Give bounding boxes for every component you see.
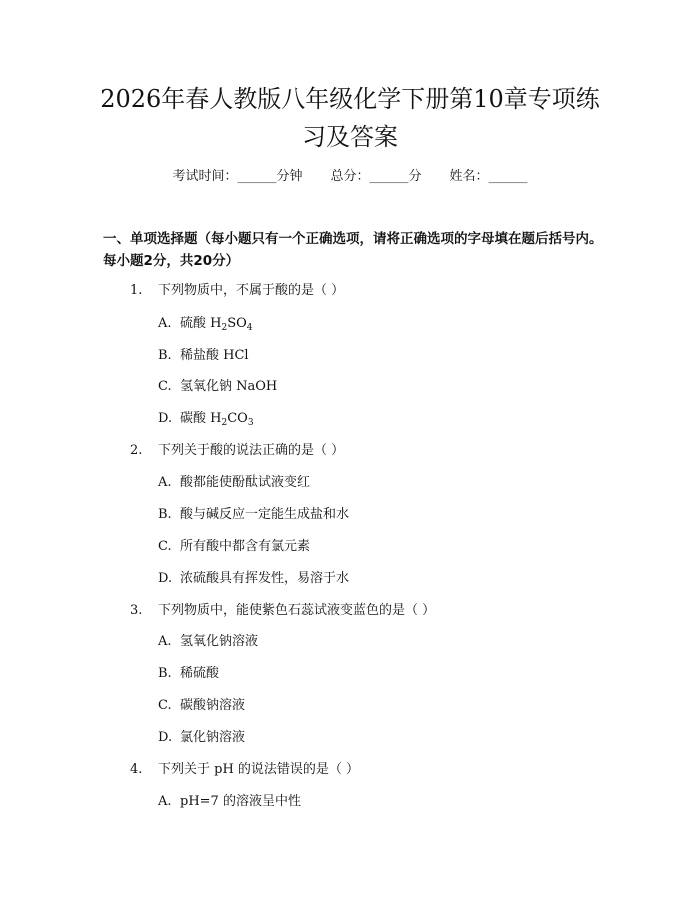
question-1-option-c (158, 377, 277, 397)
option-letter: B. (158, 666, 172, 681)
question-2-option-b (158, 505, 349, 525)
total-score-blank: ______ (369, 169, 409, 184)
question-1-option-b (158, 346, 249, 366)
question-text: 下列关于酸的说法正确的是（ ） (158, 443, 345, 458)
option-text: 氯化钠溶液 (180, 730, 246, 745)
option-letter: C. (158, 539, 172, 554)
option-letter: B. (158, 348, 172, 363)
option-letter: D. (158, 571, 173, 586)
option-letter: A. (158, 475, 172, 490)
question-2-option-c (158, 537, 310, 557)
option-letter: C. (158, 698, 172, 713)
option-letter: D. (158, 730, 173, 745)
option-text-mid: SO (227, 316, 247, 331)
total-score-label: 总分： (330, 169, 370, 184)
question-number: 3. (130, 603, 143, 618)
option-text: 碳酸钠溶液 (180, 698, 246, 713)
subscript: 2 (221, 323, 228, 333)
question-3 (130, 601, 435, 621)
question-3-option-c (158, 696, 245, 716)
option-text: 碳酸 H (180, 411, 222, 426)
option-letter: A. (158, 794, 172, 809)
option-text: 浓硫酸具有挥发性，易溶于水 (180, 571, 350, 586)
question-text: 下列关于 pH 的说法错误的是（ ） (158, 762, 360, 777)
question-number: 1. (130, 283, 143, 298)
subscript: 4 (246, 323, 253, 333)
option-letter: A. (158, 634, 172, 649)
question-text: 下列物质中，不属于酸的是（ ） (158, 283, 345, 298)
option-text: 稀盐酸 HCl (180, 348, 249, 363)
option-text: 稀硫酸 (180, 666, 220, 681)
question-1-option-d (158, 409, 254, 433)
question-2 (130, 441, 344, 461)
option-text-mid: CO (227, 411, 248, 426)
question-3-option-a (158, 632, 258, 652)
option-text: 所有酸中都含有氯元素 (180, 539, 311, 554)
question-number: 4. (130, 762, 143, 777)
subscript: 3 (247, 418, 254, 428)
question-number: 2. (130, 443, 143, 458)
question-1 (130, 281, 344, 301)
option-text: pH=7 的溶液呈中性 (180, 794, 301, 809)
name-label: 姓名： (449, 169, 489, 184)
question-3-option-d (158, 728, 245, 748)
question-2-option-d (158, 569, 349, 589)
subscript: 2 (221, 418, 228, 428)
exam-time-blank: ______ (237, 169, 277, 184)
option-text: 氢氧化钠溶液 (180, 634, 259, 649)
question-text: 下列物质中，能使紫色石蕊试液变蓝色的是（ ） (158, 603, 436, 618)
exam-time-label: 考试时间： (172, 169, 238, 184)
total-score-unit: 分 (408, 169, 422, 184)
option-letter: D. (158, 411, 173, 426)
exam-time-unit: 分钟 (276, 169, 303, 184)
document-title: 2026年春人教版八年级化学下册第10章专项练习及答案 (100, 85, 600, 151)
option-text: 酸都能使酚酞试液变红 (180, 475, 311, 490)
question-4 (130, 760, 359, 780)
question-4-option-a (158, 792, 301, 812)
option-letter: B. (158, 507, 172, 522)
question-3-option-b (158, 664, 219, 684)
question-1-option-a (158, 314, 253, 338)
option-text: 硫酸 H (180, 316, 222, 331)
name-blank: ______ (488, 169, 528, 184)
option-letter: A. (158, 316, 172, 331)
option-letter: C. (158, 379, 172, 394)
question-2-option-a (158, 473, 310, 493)
option-text: 氢氧化钠 NaOH (180, 379, 278, 394)
exam-meta-line (0, 167, 700, 187)
section-heading: 一、单项选择题（每小题只有一个正确选项，请将正确选项的字母填在题后括号内。每小题2分，共20分） (103, 231, 603, 269)
option-text: 酸与碱反应一定能生成盐和水 (180, 507, 350, 522)
